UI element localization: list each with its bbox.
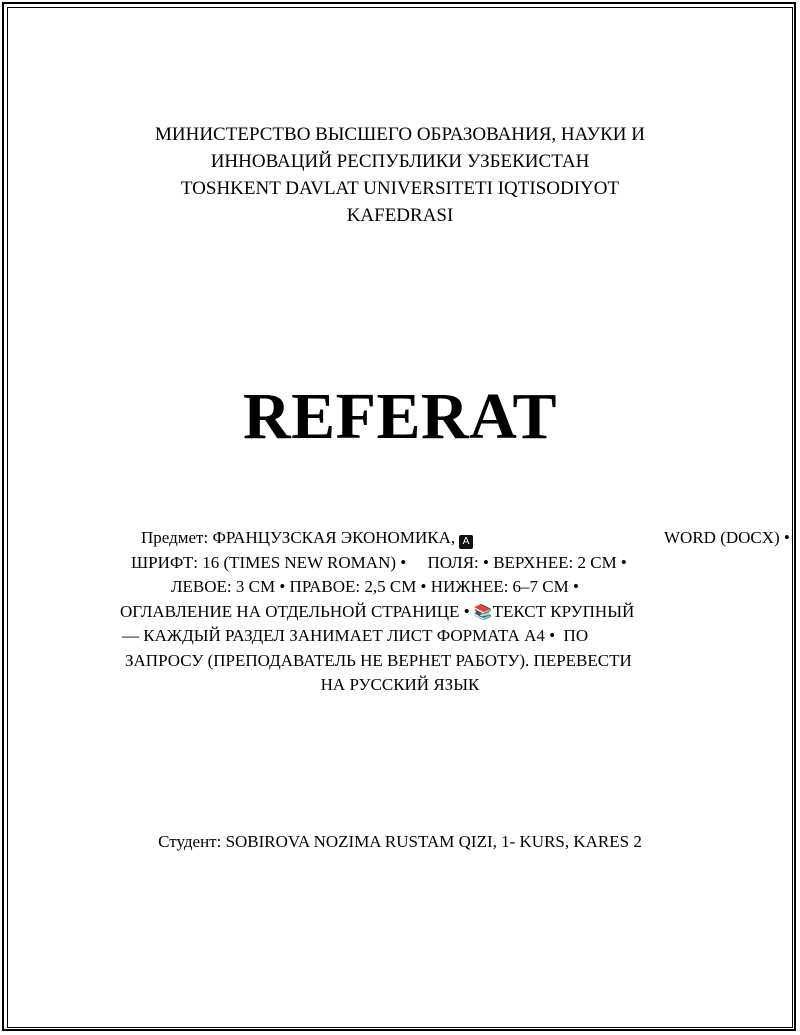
details-line-contents bbox=[120, 600, 634, 625]
details-line-subject bbox=[141, 526, 790, 551]
subject-text: Предмет: ФРАНЦУЗСКАЯ ЭКОНОМИКА, bbox=[141, 528, 456, 547]
header-line-department: KAFEDRASI bbox=[346, 205, 454, 226]
details-line-font: ШРИФТ: 16 (TIMES NEW ROMAN) • ПОЛЯ: • ВЕРХНЕЕ: 2 СМ • bbox=[131, 552, 627, 572]
header-line-ministry: МИНИСТЕРСТВО ВЫСШЕГО ОБРАЗОВАНИЯ, НАУКИ И bbox=[155, 124, 645, 145]
header-line-republic: ИННОВАЦИЙ РЕСПУБЛИКИ УЗБЕКИСТАН bbox=[210, 151, 590, 172]
details-line-request: ЗАПРОСУ (ПРЕПОДАВАТЕЛЬ НЕ ВЕРНЕТ РАБОТУ). ПЕРЕВЕСТИ bbox=[125, 650, 632, 670]
large-text-label: ТЕКСТ КРУПНЫЙ bbox=[492, 601, 635, 621]
details-line-sections: — КАЖДЫЙ РАЗДЕЛ ЗАНИМАЕТ ЛИСТ ФОРМАТА А4 • ПО bbox=[122, 626, 589, 645]
student-line: Студент: SOBIROVA NOZIMA RUSTAM QIZI, 1- KURS, KARES 2 bbox=[158, 832, 642, 851]
books-icon: 📚 bbox=[473, 602, 493, 621]
details-line-translate: НА РУССКИЙ ЯЗЫК bbox=[320, 675, 480, 694]
document-title: REFERAT bbox=[243, 380, 557, 453]
contents-text: ОГЛАВЛЕНИЕ НА ОТДЕЛЬНОЙ СТРАНИЦЕ • bbox=[120, 601, 474, 621]
letter-a-icon: A bbox=[459, 535, 473, 549]
details-line-margins: ЛЕВОЕ: 3 СМ • ПРАВОЕ: 2,5 СМ • НИЖНЕЕ: 6–7 СМ • bbox=[171, 577, 579, 596]
header-block bbox=[0, 121, 800, 229]
format-text: WORD (DOCX) • bbox=[664, 528, 790, 547]
header-line-university: TOSHKENT DAVLAT UNIVERSITETI IQTISODIYOT bbox=[180, 178, 620, 199]
